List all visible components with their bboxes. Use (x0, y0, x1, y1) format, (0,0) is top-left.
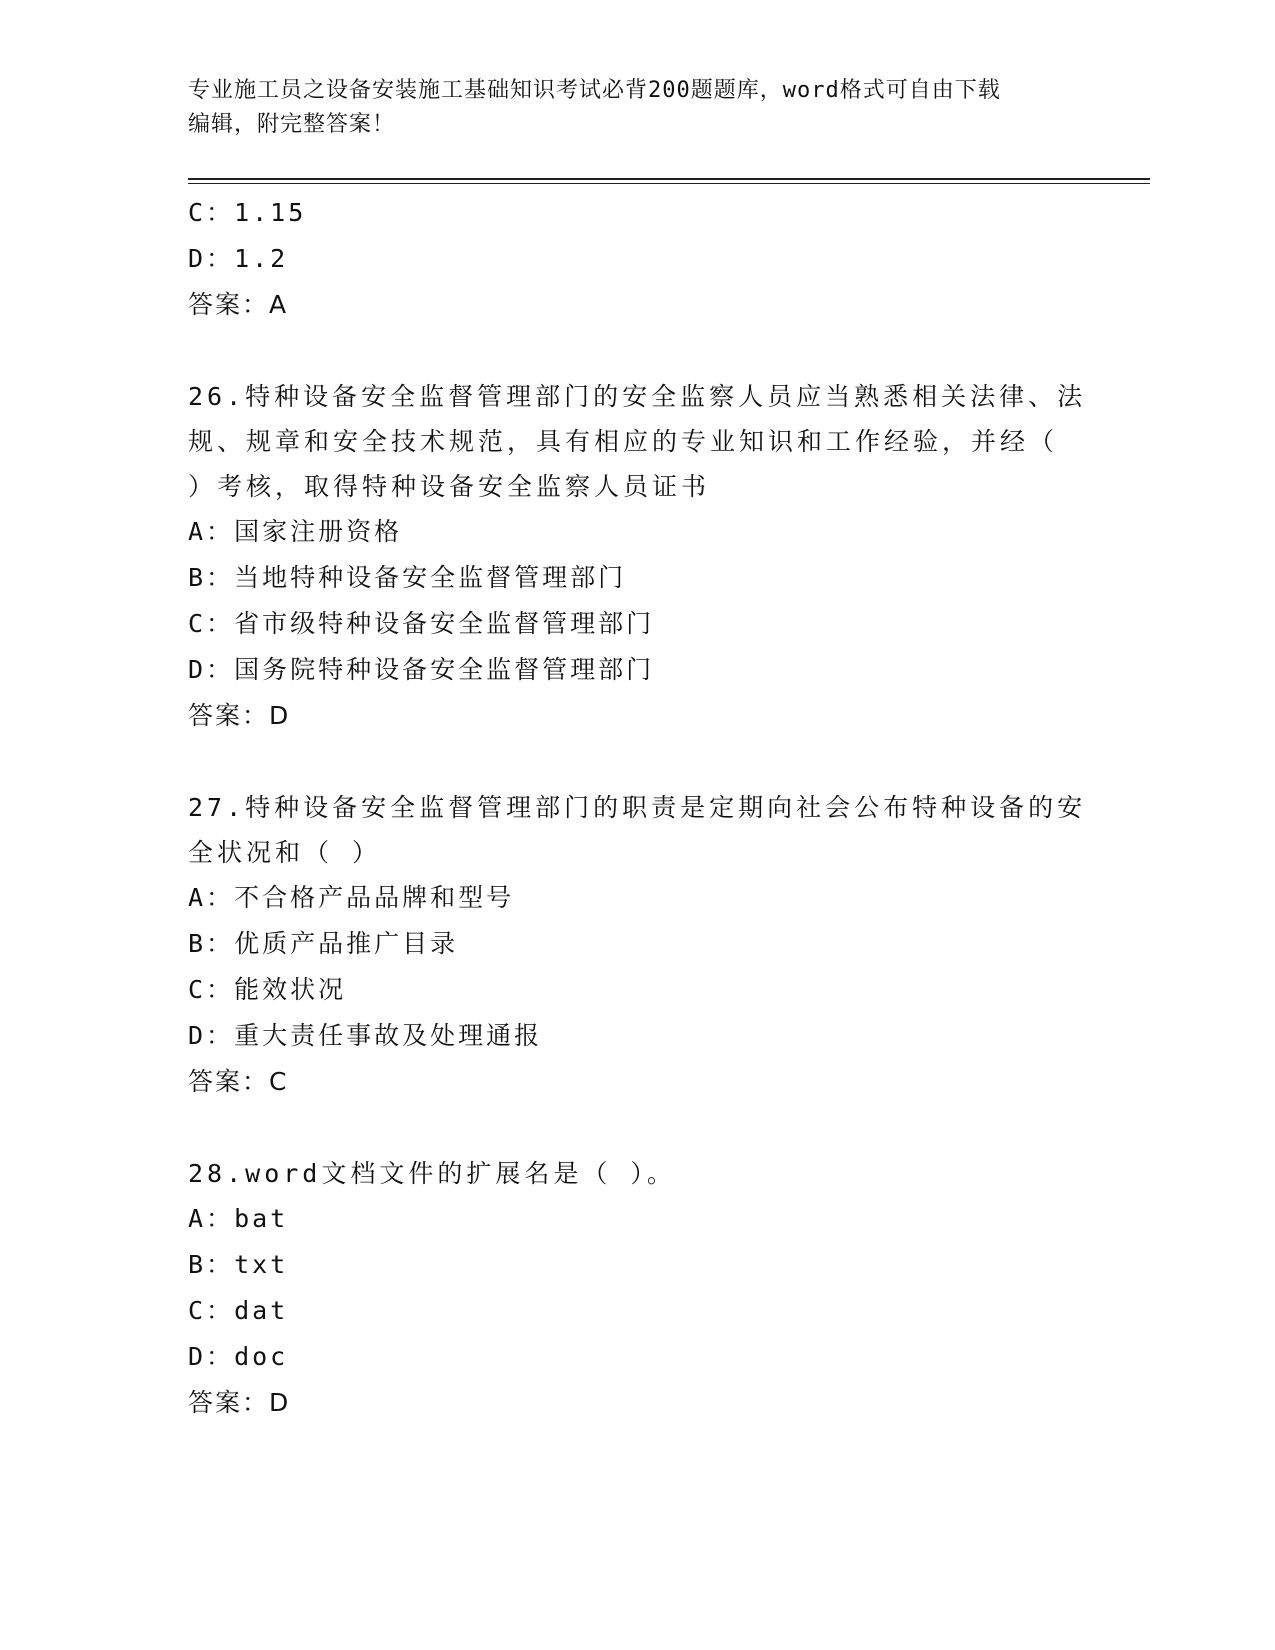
option-label: B： (188, 929, 235, 958)
prev-question-block (188, 190, 1088, 328)
spacer (188, 1105, 1088, 1151)
option-a (188, 875, 1088, 921)
option-text: doc (234, 1342, 289, 1371)
header-divider-thick (188, 178, 1150, 180)
option-d (188, 236, 1088, 282)
option-c (188, 190, 1088, 236)
question-text-line: 26.特种设备安全监督管理部门的安全监察人员应当熟悉相关法律、法 (188, 382, 1087, 411)
document-header (188, 74, 1068, 142)
option-text: 当地特种设备安全监督管理部门 (234, 563, 627, 592)
header-divider-thin (188, 183, 1150, 184)
option-c (188, 601, 1088, 647)
option-c (188, 967, 1088, 1013)
option-text: 1.2 (234, 244, 289, 273)
spacer (188, 739, 1088, 785)
option-label: C： (188, 1296, 235, 1325)
option-label: B： (188, 563, 235, 592)
option-text: 能效状况 (234, 975, 347, 1004)
option-text: 重大责任事故及处理通报 (234, 1021, 543, 1050)
question-list (188, 190, 1088, 1426)
option-label: D： (188, 1342, 235, 1371)
option-text: bat (234, 1204, 289, 1233)
option-label: D： (188, 655, 235, 684)
answer-line: 答案：D (188, 701, 291, 730)
question-text-line: 规、规章和安全技术规范，具有相应的专业知识和工作经验，并经（ (188, 427, 1059, 456)
option-label: A： (188, 883, 235, 912)
option-label: C： (188, 198, 235, 227)
option-label: D： (188, 244, 235, 273)
question-text-line: ）考核，取得特种设备安全监察人员证书 (188, 472, 711, 501)
option-b (188, 1242, 1088, 1288)
answer-line: 答案：C (188, 1067, 289, 1096)
option-label: B： (188, 1250, 235, 1279)
option-text: 不合格产品品牌和型号 (234, 883, 515, 912)
header-title-line-2: 编辑，附完整答案！ (188, 112, 396, 137)
question-27-block (188, 785, 1088, 1105)
option-text: 1.15 (234, 198, 307, 227)
option-label: C： (188, 609, 235, 638)
option-text: 优质产品推广目录 (234, 929, 459, 958)
option-d (188, 1013, 1088, 1059)
option-b (188, 555, 1088, 601)
option-b (188, 921, 1088, 967)
option-a (188, 1196, 1088, 1242)
option-text: 国务院特种设备安全监督管理部门 (234, 655, 655, 684)
answer-line: 答案：D (188, 1388, 291, 1417)
question-text-line: 28.word文档文件的扩展名是（ ）。 (188, 1159, 676, 1188)
option-c (188, 1288, 1088, 1334)
question-26-block (188, 374, 1088, 739)
question-28-block (188, 1151, 1088, 1426)
option-d (188, 1334, 1088, 1380)
option-label: D： (188, 1021, 235, 1050)
option-a (188, 509, 1088, 555)
option-text: txt (234, 1250, 289, 1279)
header-title-line-1: 专业施工员之设备安装施工基础知识考试必背200题题库，word格式可自由下载 (188, 78, 1001, 103)
option-d (188, 647, 1088, 693)
question-text-line: 27.特种设备安全监督管理部门的职责是定期向社会公布特种设备的安 (188, 793, 1087, 822)
option-label: C： (188, 975, 235, 1004)
option-label: A： (188, 1204, 235, 1233)
question-text-line: 全状况和（ ） (188, 838, 382, 867)
option-label: A： (188, 517, 235, 546)
answer-line: 答案：A (188, 290, 289, 319)
option-text: 国家注册资格 (234, 517, 403, 546)
option-text: 省市级特种设备安全监督管理部门 (234, 609, 655, 638)
option-text: dat (234, 1296, 289, 1325)
spacer (188, 328, 1088, 374)
